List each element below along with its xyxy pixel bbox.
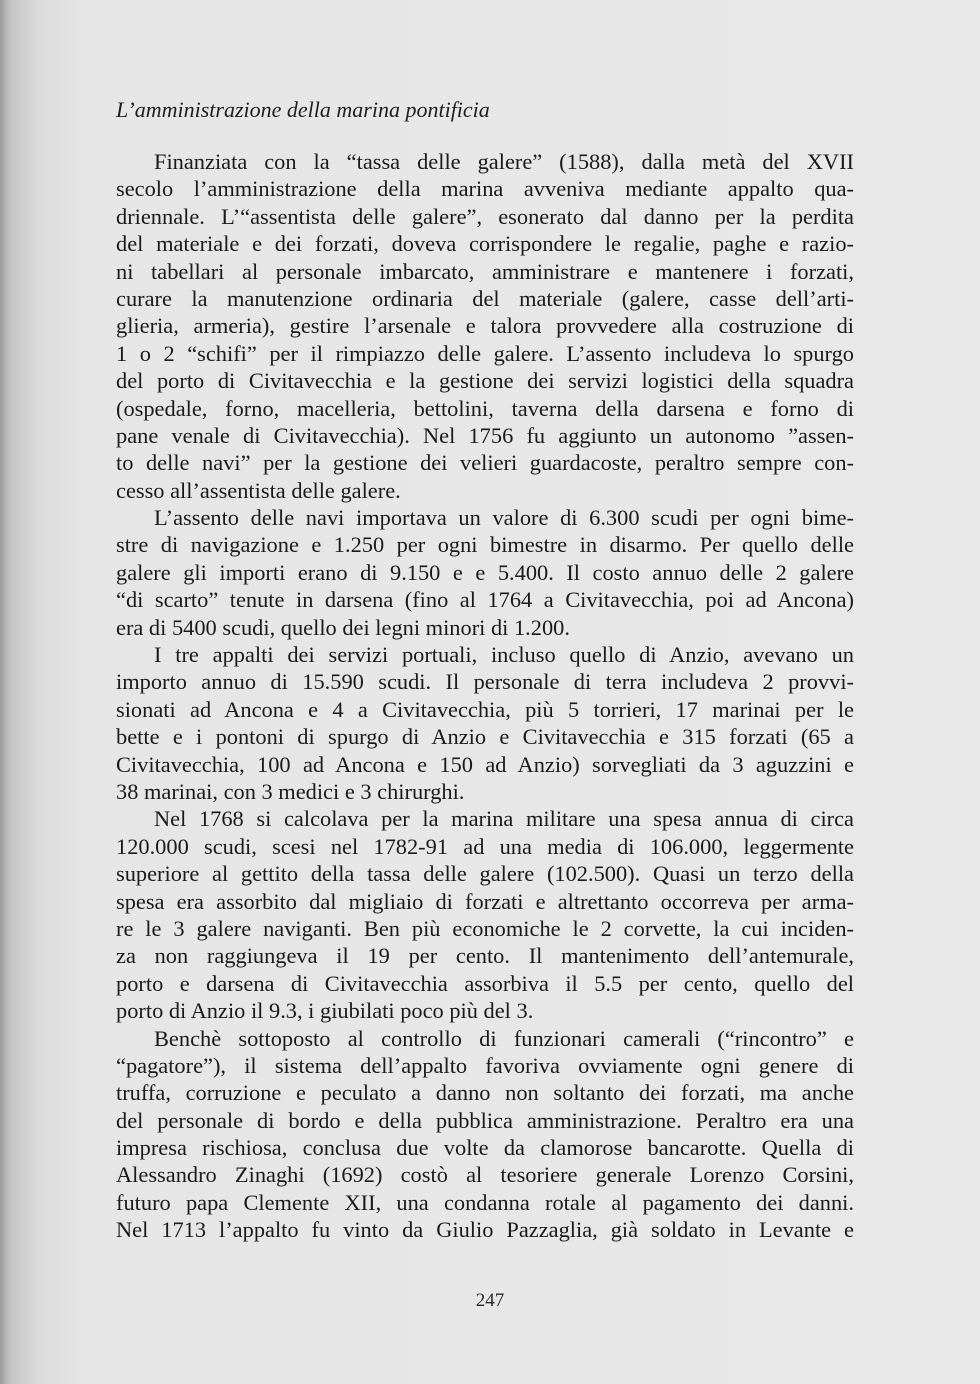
paragraph: [116, 504, 854, 641]
text-line: sionati ad Ancona e 4 a Civitavecchia, più 5 torrieri, 17 marinai per le: [116, 696, 854, 722]
text-line: glieria, armeria), gestire l’arsenale e talora provvedere alla costruzione di: [116, 313, 854, 339]
text-line: 38 marinai, con 3 medici e 3 chirurghi.: [116, 778, 465, 804]
text-line: del porto di Civitavecchia e la gestione dei servizi logistici della squadra: [116, 368, 854, 394]
page-number: 247: [475, 1290, 505, 1311]
text-line: stre di navigazione e 1.250 per ogni bimestre in disarmo. Per quello delle: [116, 532, 854, 558]
text-line: I tre appalti dei servizi portuali, incluso quello di Anzio, avevano un: [154, 642, 854, 668]
text-line: to delle navi” per la gestione dei velieri guardacoste, peraltro sempre con-: [116, 450, 854, 476]
text-line: (ospedale, forno, macelleria, bettolini, taverna della darsena e forno di: [116, 395, 854, 421]
body-text: [116, 148, 854, 1244]
text-line: porto di Anzio il 9.3, i giubilati poco più del 3.: [116, 998, 534, 1024]
text-line: driennale. L’“assentista delle galere”, esonerato dal danno per la perdita: [116, 203, 854, 229]
text-line: Alessandro Zinaghi (1692) costò al tesoriere generale Lorenzo Corsini,: [116, 1162, 854, 1188]
text-line: cesso all’assentista delle galere.: [116, 477, 401, 503]
text-line: futuro papa Clemente XII, una condanna rotale al pagamento dei danni.: [116, 1189, 854, 1215]
text-line: del materiale e dei forzati, doveva corrispondere le regalie, paghe e razio-: [116, 231, 854, 257]
paragraph: [116, 148, 854, 504]
text-line: Nel 1768 si calcolava per la marina militare una spesa annua di circa: [154, 806, 854, 832]
running-head: L’amministrazione della marina pontificia: [116, 97, 490, 122]
text-line: Benchè sottoposto al controllo di funzionari camerali (“rincontro” e: [154, 1025, 854, 1051]
paragraph: [116, 1025, 854, 1244]
text-line: 120.000 scudi, scesi nel 1782-91 ad una media di 106.000, leggermente: [116, 833, 854, 859]
text-line: re le 3 galere naviganti. Ben più economiche le 2 corvette, la cui inciden-: [116, 915, 854, 941]
text-line: Nel 1713 l’appalto fu vinto da Giulio Pazzaglia, già soldato in Levante e: [116, 1217, 854, 1243]
text-line: pane venale di Civitavecchia). Nel 1756 fu aggiunto un autonomo ”assen-: [116, 422, 854, 448]
text-line: curare la manutenzione ordinaria del materiale (galere, casse dell’arti-: [116, 285, 854, 311]
text-line: superiore al gettito della tassa delle galere (102.500). Quasi un terzo della: [116, 861, 854, 887]
text-line: Finanziata con la “tassa delle galere” (1588), dalla metà del XVII: [154, 149, 854, 174]
text-line: ni tabellari al personale imbarcato, amministrare e mantenere i forzati,: [116, 258, 854, 284]
text-line: 1 o 2 “schifi” per il rimpiazzo delle galere. L’assento includeva lo spurgo: [116, 340, 854, 366]
text-line: del personale di bordo e della pubblica amministrazione. Peraltro era una: [116, 1107, 854, 1133]
text-line: porto e darsena di Civitavecchia assorbiva il 5.5 per cento, quello del: [116, 970, 854, 996]
text-line: Civitavecchia, 100 ad Ancona e 150 ad Anzio) sorvegliati da 3 aguzzini e: [116, 751, 854, 777]
paragraph: [116, 641, 854, 805]
text-line: “di scarto” tenute in darsena (fino al 1764 a Civitavecchia, poi ad Ancona): [116, 587, 854, 613]
text-line: galere gli importi erano di 9.150 e e 5.400. Il costo annuo delle 2 galere: [116, 559, 854, 585]
text-line: era di 5400 scudi, quello dei legni minori di 1.200.: [116, 614, 570, 640]
text-line: spesa era assorbito dal migliaio di forzati e altrettanto occorreva per arma-: [116, 888, 854, 914]
text-line: za non raggiungeva il 19 per cento. Il mantenimento dell’antemurale,: [116, 943, 854, 969]
text-line: “pagatore”), il sistema dell’appalto favoriva ovviamente ogni genere di: [116, 1052, 854, 1078]
paragraph: [116, 805, 854, 1024]
text-line: impresa rischiosa, conclusa due volte da clamorose bancarotte. Quella di: [116, 1135, 854, 1161]
text-line: L’assento delle navi importava un valore di 6.300 scudi per ogni bime-: [154, 505, 854, 531]
text-line: bette e i pontoni di spurgo di Anzio e Civitavecchia e 315 forzati (65 a: [116, 724, 854, 750]
text-line: truffa, corruzione e peculato a danno non soltanto dei forzati, ma anche: [116, 1080, 854, 1106]
text-line: importo annuo di 15.590 scudi. Il personale di terra includeva 2 provvi-: [116, 669, 854, 695]
text-line: secolo l’amministrazione della marina avveniva mediante appalto qua-: [116, 176, 854, 202]
